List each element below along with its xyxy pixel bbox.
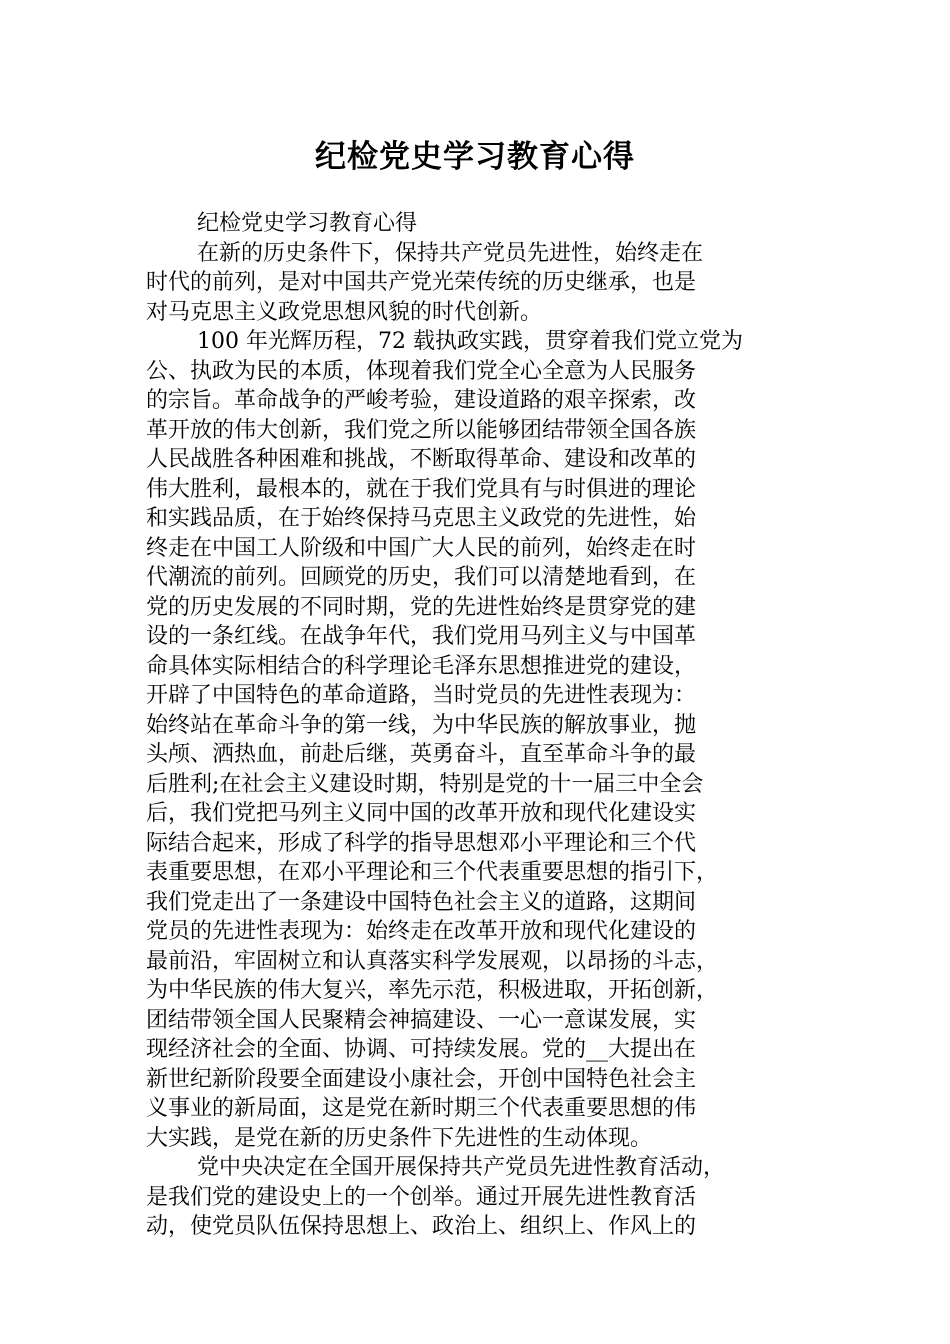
text-line: 开辟了中国特色的革命道路，当时党员的先进性表现为： — [146, 683, 697, 708]
text-line: 新世纪新阶段要全面建设小康社会，开创中国特色社会主 — [146, 1066, 697, 1092]
text-line: 对马克思主义政党思想风貌的时代创新。 — [146, 299, 543, 325]
text-line: 始终站在革命斗争的第一线，为中华民族的解放事业，抛 — [146, 712, 697, 738]
text-line: 团结带领全国人民聚精会神搞建设、一心一意谋发展，实 — [146, 1007, 697, 1033]
text-line: 纪检党史学习教育心得 — [197, 211, 418, 236]
text-line: 设的一条红线。在战争年代，我们党用马列主义与中国革 — [146, 624, 697, 649]
text-line: 头颅、洒热血，前赴后继，英勇奋斗，直至革命斗争的最 — [146, 742, 697, 767]
text-line: 后胜利;在社会主义建设时期，特别是党的十一届三中全会 — [146, 771, 704, 797]
text-line: 大实践，是党在新的历史条件下先进性的生动体现。 — [146, 1125, 653, 1151]
text-line: 100 年光辉历程，72 载执政实践，贯穿着我们党立党为 — [197, 329, 743, 354]
document-body — [146, 209, 806, 1242]
text-line: 公、执政为民的本质，体现着我们党全心全意为人民服务 — [146, 358, 697, 384]
text-line: 伟大胜利，最根本的，就在于我们党具有与时俱进的理论 — [146, 476, 697, 502]
text-line: 人民战胜各种困难和挑战，不断取得革命、建设和改革的 — [146, 447, 697, 472]
text-line: 我们党走出了一条建设中国特色社会主义的道路，这期间 — [146, 889, 697, 915]
text-line: 动，使党员队伍保持思想上、政治上、组织上、作风上的 — [146, 1214, 697, 1239]
text-line: 时代的前列，是对中国共产党光荣传统的历史继承，也是 — [146, 270, 697, 295]
text-line: 和实践品质，在于始终保持马克思主义政党的先进性，始 — [146, 506, 697, 531]
text-line: 义事业的新局面，这是党在新时期三个代表重要思想的伟 — [146, 1096, 697, 1121]
text-line: 后，我们党把马列主义同中国的改革开放和现代化建设实 — [146, 801, 697, 826]
text-line: 党的历史发展的不同时期，党的先进性始终是贯穿党的建 — [146, 594, 697, 620]
text-line: 是我们党的建设史上的一个创举。通过开展先进性教育活 — [146, 1184, 697, 1210]
text-line: 最前沿，牢固树立和认真落实科学发展观，以昂扬的斗志， — [146, 948, 719, 974]
text-line: 党中央决定在全国开展保持共产党员先进性教育活动， — [197, 1155, 726, 1180]
text-line: 终走在中国工人阶级和中国广大人民的前列，始终走在时 — [146, 535, 697, 561]
document-title: 纪检党史学习教育心得 — [315, 139, 635, 175]
text-line: 际结合起来，形成了科学的指导思想邓小平理论和三个代 — [146, 830, 697, 856]
text-line: 代潮流的前列。回顾党的历史，我们可以清楚地看到，在 — [146, 565, 697, 590]
text-line: 在新的历史条件下，保持共产党员先进性，始终走在 — [197, 240, 704, 266]
text-line: 的宗旨。革命战争的严峻考验，建设道路的艰辛探索，改 — [146, 388, 697, 413]
text-line: 革开放的伟大创新，我们党之所以能够团结带领全国各族 — [146, 417, 697, 443]
text-line: 表重要思想，在邓小平理论和三个代表重要思想的指引下， — [146, 860, 719, 885]
text-line: 党员的先进性表现为：始终走在改革开放和现代化建设的 — [146, 919, 697, 944]
text-line: 现经济社会的全面、协调、可持续发展。党的__大提出在 — [146, 1037, 697, 1062]
text-line: 命具体实际相结合的科学理论毛泽东思想推进党的建设， — [146, 653, 697, 679]
text-line: 为中华民族的伟大复兴，率先示范，积极进取，开拓创新， — [146, 978, 719, 1003]
